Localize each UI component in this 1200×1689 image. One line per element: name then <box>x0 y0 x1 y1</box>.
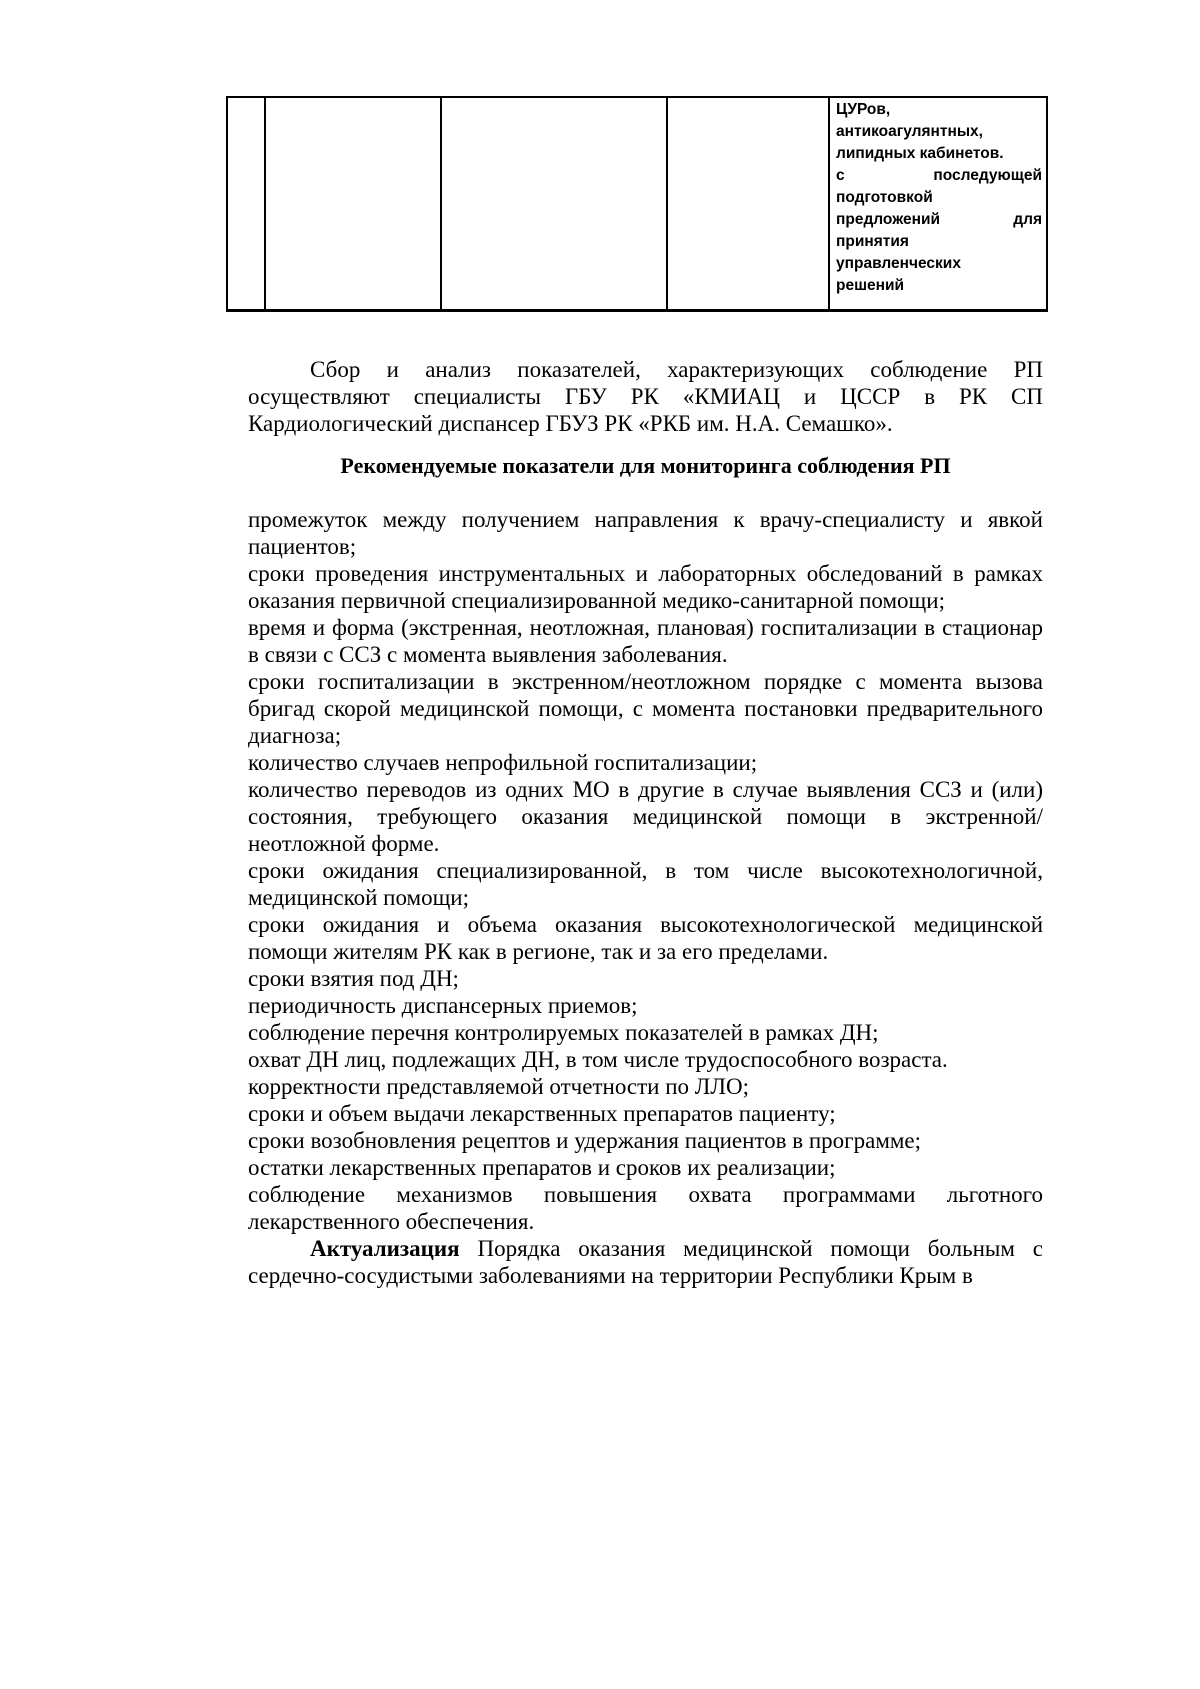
list-item: время и форма (экстренная, неотложная, плановая) госпитализации в стационар в связи с ССЗ с момента выявления заболевания. <box>248 615 1043 667</box>
table-cell-empty <box>441 97 667 310</box>
cell-line: подготовкой <box>836 189 933 206</box>
cell-line: предложений для <box>836 211 1042 228</box>
list-item: сроки проведения инструментальных и лабораторных обследований в рамках оказания первичной специализированной медико-санитарной помощи; <box>248 561 1043 613</box>
list-item: охват ДН лиц, подлежащих ДН, в том числе трудоспособного возраста. <box>248 1047 948 1072</box>
cell-line: липидных кабинетов. <box>836 145 1004 162</box>
final-paragraph-lead: Актуализация <box>310 1236 460 1261</box>
cell-line: ЦУРов, <box>836 101 891 118</box>
table-fragment <box>226 96 1048 312</box>
intro-paragraph: Сбор и анализ показателей, характеризующих соблюдение РП осуществляют специалисты ГБУ РК «КМИАЦ и ЦССР в РК СП Кардиологический диспансер ГБУЗ РК «РКБ им. Н.А. Семашко». <box>248 357 1043 436</box>
list-item: сроки возобновления рецептов и удержания пациентов в программе; <box>248 1128 922 1153</box>
table-cell-text <box>829 97 1047 310</box>
cell-line: управленческих <box>836 255 961 272</box>
list-item: соблюдение механизмов повышения охвата программами льготного лекарственного обеспечения. <box>248 1182 1043 1234</box>
table-cell-empty <box>667 97 829 310</box>
list-item: соблюдение перечня контролируемых показателей в рамках ДН; <box>248 1020 879 1045</box>
list-item: количество случаев непрофильной госпитализации; <box>248 750 758 775</box>
list-item: сроки ожидания и объема оказания высокотехнологической медицинской помощи жителям РК как в регионе, так и за его пределами. <box>248 912 1043 964</box>
list-item: сроки госпитализации в экстренном/неотложном порядке с момента вызова бригад скорой медицинской помощи, с момента постановки предварительного диагноза; <box>248 669 1043 748</box>
list-item: корректности представляемой отчетности по ЛЛО; <box>248 1074 749 1099</box>
final-paragraph <box>248 1235 1043 1289</box>
table-cell-empty <box>227 97 265 310</box>
list-item: промежуток между получением направления к врачу-специалисту и явкой пациентов; <box>248 507 1043 559</box>
table-row <box>227 97 1047 310</box>
final-paragraph-text: Порядка оказания медицинской помощи больным с сердечно-сосудистыми заболеваниями на территории Республики Крым в <box>248 1236 1043 1288</box>
cell-line: антикоагулянтных, <box>836 123 983 140</box>
list-item: периодичность диспансерных приемов; <box>248 993 638 1018</box>
list-item: сроки ожидания специализированной, в том числе высокотехнологичной, медицинской помощи; <box>248 858 1043 910</box>
list-item: количество переводов из одних МО в другие в случае выявления ССЗ и (или) состояния, требующего оказания медицинской помощи в экстренной/неотложной форме. <box>248 777 1043 856</box>
section-heading: Рекомендуемые показатели для мониторинга соблюдения РП <box>340 453 951 478</box>
list-item: сроки и объем выдачи лекарственных препаратов пациенту; <box>248 1101 836 1126</box>
cell-line: принятия <box>836 233 909 250</box>
indicators-list <box>248 506 1043 1289</box>
list-item: остатки лекарственных препаратов и сроков их реализации; <box>248 1155 836 1180</box>
table-cell-empty <box>265 97 441 310</box>
cell-line: решений <box>836 277 905 294</box>
cell-line: с последующей <box>836 167 1042 184</box>
list-item: сроки взятия под ДН; <box>248 966 459 991</box>
